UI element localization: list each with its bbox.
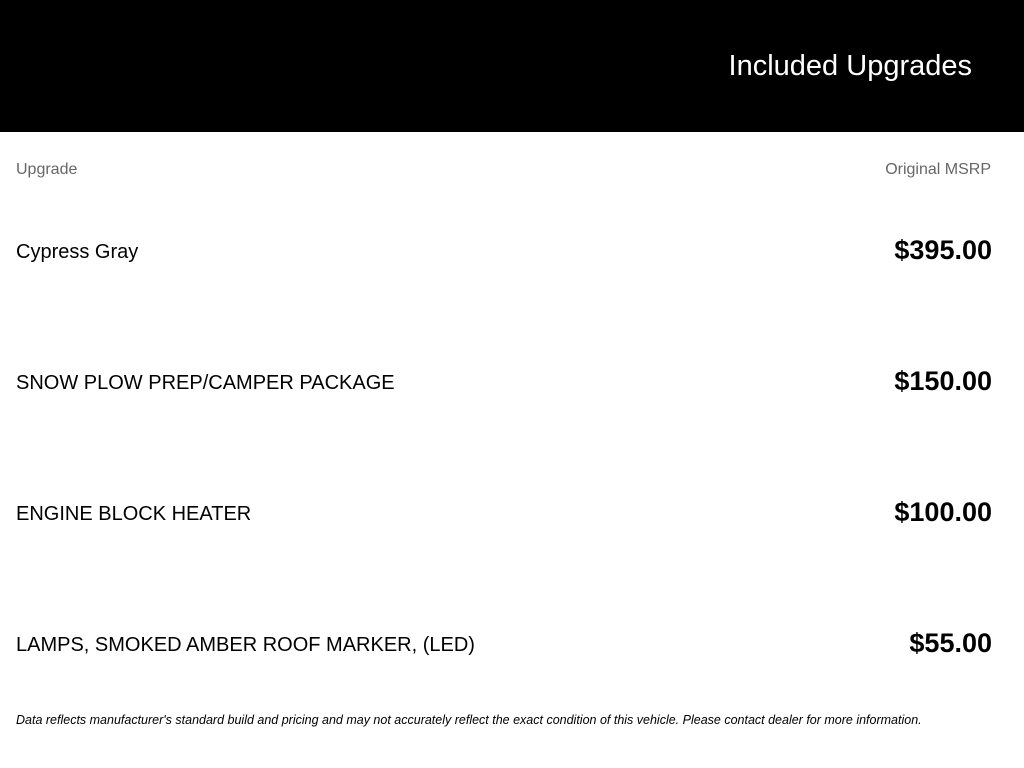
- table-row: [0, 231, 1024, 271]
- table-row: [0, 362, 1024, 402]
- upgrade-price: $100.00: [894, 497, 992, 527]
- column-header-upgrade: Upgrade: [16, 161, 78, 178]
- disclaimer-text: Data reflects manufacturer's standard build and pricing and may not accurately reflect the exact condition of this vehicle. Please contact dealer for more information.: [16, 713, 922, 727]
- page-title: Included Upgrades: [728, 50, 972, 82]
- table-row: [0, 493, 1024, 533]
- page-header: [0, 0, 1024, 132]
- upgrade-price: $395.00: [894, 235, 992, 265]
- upgrade-name: Cypress Gray: [16, 241, 139, 263]
- upgrade-price: $55.00: [909, 628, 992, 658]
- upgrade-price: $150.00: [894, 366, 992, 396]
- column-header-msrp: Original MSRP: [885, 161, 991, 178]
- upgrade-name: LAMPS, SMOKED AMBER ROOF MARKER, (LED): [16, 634, 475, 656]
- upgrade-name: ENGINE BLOCK HEATER: [16, 503, 252, 525]
- table-row: [0, 624, 1024, 664]
- upgrade-name: SNOW PLOW PREP/CAMPER PACKAGE: [16, 372, 395, 394]
